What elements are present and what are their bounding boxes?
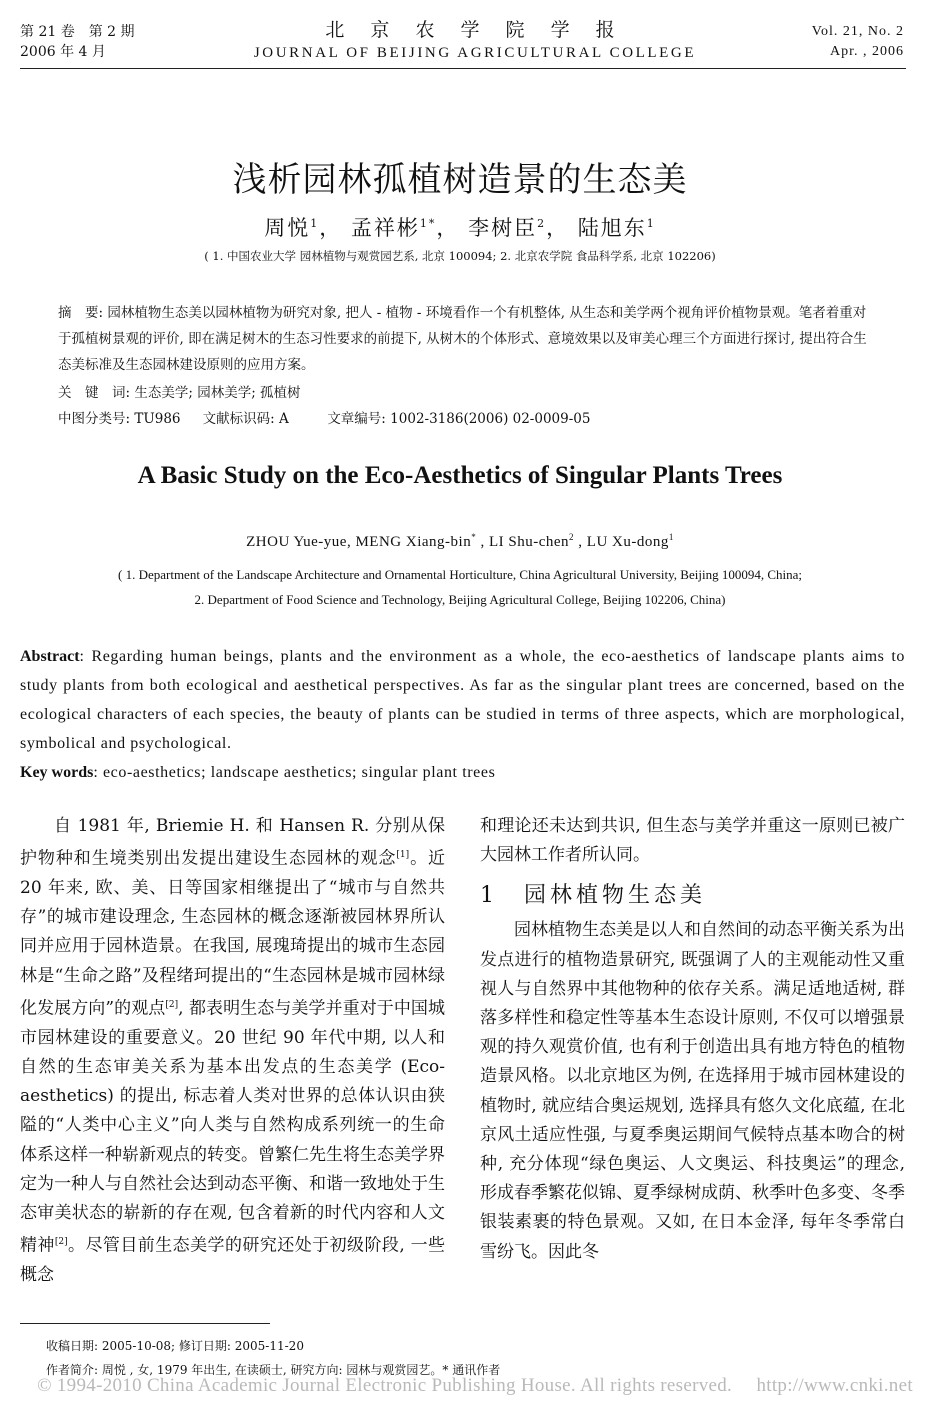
section-heading	[480, 878, 905, 914]
volume-issue-en: Vol. 21, No. 2	[811, 24, 904, 39]
body-text: 自 1981 年, Briemie H. 和 Hansen R. 分别从保护物种和生境类别出发提出建设生态园林的观念	[20, 816, 445, 869]
abstract-label: Abstract	[20, 648, 80, 665]
abstract-text: : Regarding human beings, plants and the environment as a whole, the eco-aesthetics of landscape plants aims to study plants from both ecological and aesthetical perspectives. As far as the singular plant trees are concerned, based on the ecological characters of each species, the beauty of plants can be studied in terms of three aspects, which are morphological, symbolical and psychological.	[20, 648, 905, 752]
header-rule	[20, 68, 906, 69]
doc-code: A	[279, 411, 289, 427]
footnote-author-bio: 作者简介: 周悦 , 女, 1979 年出生, 在读硕士, 研究方向: 园林与观赏园艺。* 通讯作者	[46, 1363, 501, 1377]
author-affil-mark: 1	[310, 217, 320, 230]
journal-name-cn: 北 京 农 学 院 学 报	[325, 19, 625, 41]
author-name: 陆旭东	[577, 216, 647, 240]
author-affil-mark: *	[471, 532, 477, 542]
author-name: ZHOU Yue-yue,	[246, 534, 356, 550]
body-paragraph: 和理论还未达到共识, 但生态与美学并重这一原则已被广大园林工作者所认同。	[480, 816, 905, 866]
journal-name-en: JOURNAL OF BEIJING AGRICULTURAL COLLEGE	[253, 45, 697, 61]
body-column-left	[20, 812, 445, 1290]
citation: [2]	[165, 999, 179, 1010]
citation: [1]	[396, 850, 410, 861]
footnote-dates: 收稿日期: 2005-10-08; 修订日期: 2005-11-20	[46, 1339, 304, 1353]
author-name: 李树臣	[468, 216, 538, 240]
abstract-text: 园林植物生态美以园林植物为研究对象, 把人 - 植物 - 环境看作一个有机整体, 从生态和美学两个视角评价植物景观。笔者着重对于孤植树景观的评价, 即在满足树木的生态习性要求的前提下, 从树木的个体形式、意境效果以及审美心理三个方面进行探讨, 提出符合生态美标准及生态园林建设原则的应用方案。	[58, 305, 867, 373]
volume-issue-cn: 第 21 卷 第 2 期	[20, 24, 135, 40]
author-affil-mark: 2	[537, 217, 547, 230]
body-text: 。近 20 年来, 欧、美、日等国家相继提出了“城市与自然共存”的城市建设理念, 生态园林的概念逐渐被园林界所认同并应用于园林造景。在我国, 展瑰琦提出的城市生态园林是“生命之路”及程绪珂提出的“生态园林是城市园林绿化发展方向”的观点	[20, 848, 446, 1019]
keywords-label: 关 键 词:	[58, 385, 131, 401]
author-affil-mark: 1	[646, 217, 656, 230]
body-column-right	[480, 812, 905, 1267]
author-name: , LU Xu-dong	[574, 534, 669, 550]
footnote-rule	[20, 1323, 270, 1324]
paper-title-cn: 浅析园林孤植树造景的生态美	[232, 160, 688, 200]
author-affil-mark: 1*	[419, 217, 437, 230]
body-text: 。尽管目前生态美学的研究还处于初级阶段, 一些概念	[20, 1235, 445, 1286]
author-name: , LI Shu-chen	[476, 534, 570, 550]
section-number: 1	[480, 883, 498, 909]
affiliation-line: 2. Department of Food Science and Technology, Beijing Agricultural College, Beijing 102206, China)	[194, 592, 726, 607]
keywords-cn	[58, 380, 301, 406]
article-number-label: 文章编号:	[327, 411, 386, 427]
clc-label: 中图分类号:	[58, 411, 131, 427]
clc-number: TU986	[134, 411, 181, 427]
body-paragraph: 园林植物生态美是以人和自然间的动态平衡关系为出发点进行的植物造景研究, 既强调了人的主观能动性又重视人与自然界中其他物种的依存关系。满足适地适树, 群落多样性和稳定性等基本生态设计原则, 不仅可以增强景观的持久观赏价值, 也有利于创造出具有地方特色的植物造景风格。以北京地区为例, 在选择用于城市园林建设的植物时, 就应结合奥运规划, 选择具有悠久文化底蕴, 在北京风土适应性强, 与夏季奥运期间气候特点基本吻合的树种, 充分体现“绿色奥运、人文奥运、科技奥运”的理念, 形成春季繁花似锦、夏季绿树成荫、秋季叶色多变、冬季银装素裹的特色景观。又如, 在日本金泽, 每年冬季常白雪纷飞。因此冬	[480, 920, 905, 1262]
date-cn: 2006 年 4 月	[20, 44, 106, 60]
keywords-label: Key words	[20, 764, 94, 781]
abstract-cn	[58, 300, 873, 378]
citation: [2]	[54, 1237, 68, 1248]
affiliation-cn: ( 1. 中国农业大学 园林植物与观赏园艺系, 北京 100094; 2. 北京农学院 食品科学系, 北京 102206)	[204, 249, 716, 263]
classification-row	[58, 406, 590, 432]
keywords-text: : eco-aesthetics; landscape aesthetics; singular plant trees	[93, 764, 496, 781]
affiliation-en	[0, 562, 920, 612]
paper-title-en: A Basic Study on the Eco-Aesthetics of Singular Plants Trees	[137, 462, 783, 489]
section-title: 园林植物生态美	[524, 883, 707, 909]
abstract-en	[20, 642, 905, 787]
author-name: 周悦	[264, 216, 311, 240]
author-name: MENG Xiang-bin	[355, 534, 472, 550]
author-list-en	[0, 532, 920, 551]
article-number: 1002-3186(2006) 02-0009-05	[390, 411, 591, 427]
author-affil-mark: 1	[668, 532, 674, 542]
author-affil-mark: 2	[569, 532, 575, 542]
abstract-label: 摘 要:	[58, 305, 104, 321]
body-text: , 都表明生态与美学并重对于中国城市园林建设的重要意义。20 世纪 90 年代中期, 以人和自然的生态审美关系为基本出发点的生态美学 (Eco-aesthetics) 的提出, 标志着人类对世界的总体认识由狭隘的“人类中心主义”向人类与自然构成系列统一的生命体系这样一种崭新观点的转变。曾繁仁先生将生态美学界定为一种人与自然社会达到动态平衡、和谐一致地处于生态审美状态的崭新的存在观, 包含着新的时代内容和人文精神	[20, 998, 445, 1256]
journal-name	[0, 18, 950, 64]
body-paragraph	[20, 812, 445, 1290]
author-name: 孟祥彬	[350, 216, 420, 240]
author-list-cn: 周悦$^1$， 孟祥彬$^{1*}$， 李树臣$^2$， 陆旭东$^1$	[264, 216, 656, 240]
doc-code-label: 文献标识码:	[202, 411, 275, 427]
keywords-text: 生态美学; 园林美学; 孤植树	[134, 385, 301, 401]
affiliation-line: ( 1. Department of the Landscape Architecture and Ornamental Horticulture, China Agricultural University, Beijing 100094, China;	[118, 567, 802, 582]
copyright-watermark: © 1994-2010 China Academic Journal Electronic Publishing House. All rights reserved. http://www.cnki.net	[37, 1375, 913, 1396]
date-en: Apr. , 2006	[830, 44, 904, 59]
running-header-right	[812, 22, 904, 62]
